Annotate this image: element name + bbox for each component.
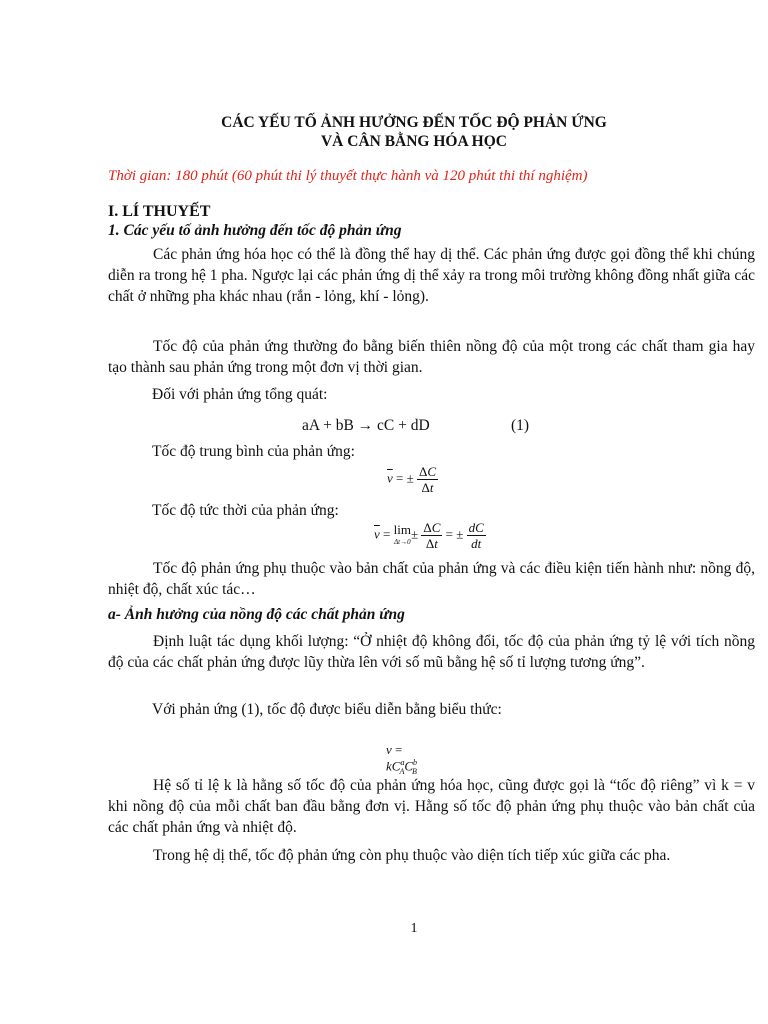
paragraph-mass-action-law: Định luật tác dụng khối lượng: “Ở nhiệt độ không đổi, tốc độ của phản ứng tỷ lệ với tích nồng độ của các chất phản ứng được lũy thừa lên với số mũ bằng hệ số tỉ lượng tương ứng”. <box>108 633 755 671</box>
paragraph-rate-expression-label: Với phản ứng (1), tốc độ được biểu diễn bằng biểu thức: <box>152 701 502 718</box>
paragraph-rate-constant: Hệ số tỉ lệ k là hằng số tốc độ của phản ứng hóa học, cũng được gọi là “tốc độ riêng” vì k = v khi nồng độ của mỗi chất ban đầu bằng đơn vị. Hằng số tốc độ phản ứng phụ thuộc vào bản chất của các chất phản ứng và nhiệt độ. <box>108 777 755 836</box>
reaction-equation: aA + bB → cC + dD <box>302 417 430 434</box>
title-line-1: CÁC YẾU TỐ ẢNH HƯỞNG ĐẾN TỐC ĐỘ PHẢN ỨNG <box>221 114 607 131</box>
paragraph-rate-definition: Tốc độ của phản ứng thường đo bằng biến thiên nồng độ của một trong các chất tham gia hay tạo thành sau phản ứng trong một đơn vị thời gian. <box>108 338 755 376</box>
time-note: Thời gian: 180 phút (60 phút thi lý thuyết thực hành và 120 phút thi thí nghiệm) <box>108 168 588 184</box>
paragraph-heterogeneous-surface: Trong hệ dị thể, tốc độ phản ứng còn phụ thuộc vào diện tích tiếp xúc giữa các pha. <box>153 847 671 864</box>
subsection-heading-factors: 1. Các yếu tố ảnh hưởng đến tốc độ phản ứng <box>108 222 402 239</box>
section-heading-theory: I. LÍ THUYẾT <box>108 203 211 220</box>
paragraph-homogeneous-heterogeneous: Các phản ứng hóa học có thể là đồng thể hay dị thể. Các phản ứng được gọi đồng thể khi chúng diễn ra trong hệ 1 pha. Ngược lại các phản ứng dị thể xảy ra trong môi trường không đồng nhất giữa các chất ở những pha khác nhau (rắn - lỏng, khí - lỏng). <box>108 246 755 305</box>
average-rate-formula: $\overline{v}$ = ± $\frac{\Delta C}{\Delta t}$ <box>387 464 437 495</box>
paragraph-rate-dependence: Tốc độ phản ứng phụ thuộc vào bản chất của phản ứng và các điều kiện tiến hành như: nồng độ, nhiệt độ, chất xúc tác… <box>108 560 755 598</box>
subsection-heading-concentration: a- Ảnh hưởng của nồng độ các chất phản ứng <box>108 606 405 623</box>
reaction-number: (1) <box>511 417 530 434</box>
instantaneous-rate-formula: $\overline{v} = \lim$ Δt→0 ± $\frac{\Delta C}{\Delta t}$ = ± $\frac{dC}{dt}$ <box>374 520 484 551</box>
average-rate-label: Tốc độ trung bình của phản ứng: <box>152 443 355 460</box>
paragraph-general-reaction-label: Đối với phản ứng tổng quát: <box>152 386 328 403</box>
title-line-2: VÀ CÂN BẰNG HÓA HỌC <box>320 133 507 150</box>
instantaneous-rate-label: Tốc độ tức thời của phản ứng: <box>152 502 339 519</box>
page-number: 1 <box>410 921 418 936</box>
rate-law-formula: $v = kC^a_AC^b_B$ <box>386 742 418 776</box>
